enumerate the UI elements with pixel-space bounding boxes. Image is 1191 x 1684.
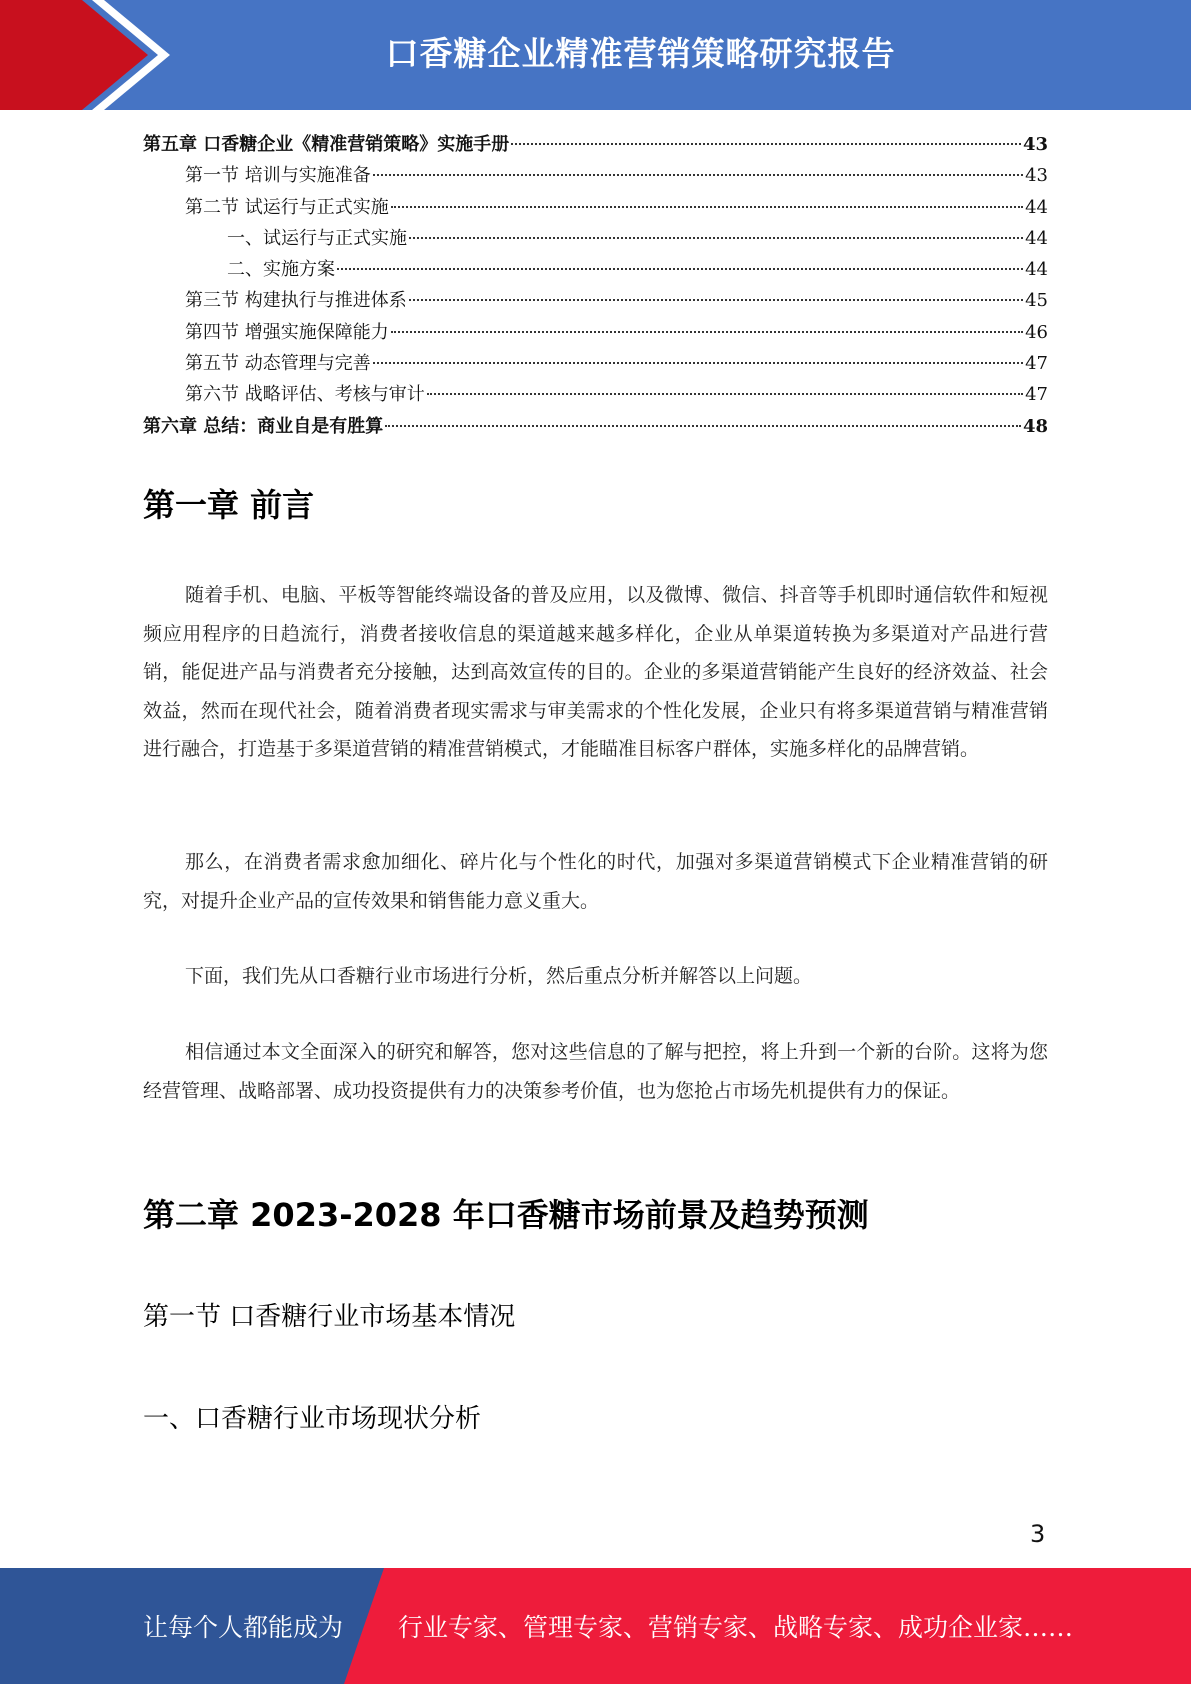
- header-title: 口香糖企业精准营销策略研究报告: [385, 34, 896, 73]
- table-of-contents: [143, 129, 1048, 442]
- toc-entry-page: 44: [1025, 227, 1048, 249]
- toc-entry[interactable]: [143, 129, 1048, 160]
- toc-entry-page: 48: [1022, 415, 1048, 437]
- chapter-1-paragraph-4: 相信通过本文全面深入的研究和解答，您对这些信息的了解与把控，将上升到一个新的台阶。这将为您经营管理、战略部署、成功投资提供有力的决策参考价值，也为您抢占市场先机提供有力的保证。: [143, 1041, 1048, 1102]
- toc-entry-label: 第一节 培训与实施准备: [185, 165, 371, 187]
- toc-entry-label: 一、试运行与正式实施: [227, 227, 407, 249]
- toc-leader-dots: [511, 143, 1021, 145]
- footer-slogan-right: 行业专家、管理专家、营销专家、战略专家、成功企业家……: [398, 1613, 1074, 1642]
- toc-leader-dots: [373, 174, 1023, 176]
- toc-entry-label: 第六节 战略评估、考核与审计: [185, 384, 425, 406]
- toc-entry[interactable]: [143, 192, 1048, 223]
- toc-entry[interactable]: [143, 411, 1048, 442]
- toc-entry-page: 46: [1025, 321, 1048, 343]
- toc-leader-dots: [337, 268, 1023, 270]
- toc-entry-page: 45: [1025, 290, 1048, 312]
- toc-entry[interactable]: [143, 160, 1048, 191]
- toc-leader-dots: [391, 331, 1023, 333]
- toc-leader-dots: [385, 425, 1021, 427]
- page-number: 3: [1030, 1520, 1046, 1548]
- toc-leader-dots: [373, 362, 1023, 364]
- toc-entry-page: 47: [1025, 384, 1048, 406]
- chapter-1-paragraph-1: 随着手机、电脑、平板等智能终端设备的普及应用，以及微博、微信、抖音等手机即时通信软件和短视频应用程序的日趋流行，消费者接收信息的渠道越来越多样化，企业从单渠道转换为多渠道对产品进行营销，能促进产品与消费者充分接触，达到高效宣传的目的。企业的多渠道营销能产生良好的经济效益、社会效益，然而在现代社会，随着消费者现实需求与审美需求的个性化发展，企业只有将多渠道营销与精准营销进行融合，打造基于多渠道营销的精准营销模式，才能瞄准目标客户群体，实施多样化的品牌营销。: [143, 584, 1048, 760]
- toc-entry-page: 44: [1025, 259, 1048, 281]
- toc-leader-dots: [427, 393, 1023, 395]
- toc-entry-page: 47: [1025, 353, 1048, 375]
- toc-entry[interactable]: [143, 348, 1048, 379]
- toc-entry-label: 第二节 试运行与正式实施: [185, 196, 389, 218]
- toc-leader-dots: [391, 206, 1023, 208]
- footer-slogan-left: 让每个人都能成为: [143, 1613, 344, 1642]
- toc-entry-label: 第五节 动态管理与完善: [185, 353, 371, 375]
- toc-entry-label: 第六章 总结：商业自是有胜算: [143, 415, 384, 437]
- toc-entry-label: 第四节 增强实施保障能力: [185, 321, 389, 343]
- toc-entry-label: 第三节 构建执行与推进体系: [185, 290, 407, 312]
- toc-leader-dots: [409, 299, 1023, 301]
- chapter-2-subsection-1-heading: 一、口香糖行业市场现状分析: [143, 1404, 482, 1434]
- chapter-2-heading: 第二章 2023-2028 年口香糖市场前景及趋势预测: [143, 1196, 869, 1234]
- toc-entry[interactable]: [143, 379, 1048, 410]
- page-footer: [0, 1568, 1191, 1684]
- toc-entry[interactable]: [143, 285, 1048, 316]
- chapter-1-paragraph-2: 那么，在消费者需求愈加细化、碎片化与个性化的时代，加强对多渠道营销模式下企业精准营销的研究，对提升企业产品的宣传效果和销售能力意义重大。: [143, 851, 1048, 912]
- chapter-1-heading: 第一章 前言: [143, 486, 315, 524]
- toc-entry[interactable]: [143, 254, 1048, 285]
- page-header: [0, 0, 1191, 110]
- toc-entry-label: 二、实施方案: [227, 259, 335, 281]
- toc-entry[interactable]: [143, 223, 1048, 254]
- toc-entry-page: 43: [1025, 165, 1048, 187]
- toc-entry-page: 44: [1025, 196, 1048, 218]
- toc-entry-label: 第五章 口香糖企业《精准营销策略》实施手册: [143, 134, 510, 155]
- toc-leader-dots: [409, 237, 1023, 239]
- toc-entry-page: 43: [1022, 134, 1048, 155]
- chapter-1-paragraph-3: 下面，我们先从口香糖行业市场进行分析，然后重点分析并解答以上问题。: [185, 965, 813, 987]
- chapter-2-section-1-heading: 第一节 口香糖行业市场基本情况: [143, 1302, 516, 1332]
- toc-entry[interactable]: [143, 317, 1048, 348]
